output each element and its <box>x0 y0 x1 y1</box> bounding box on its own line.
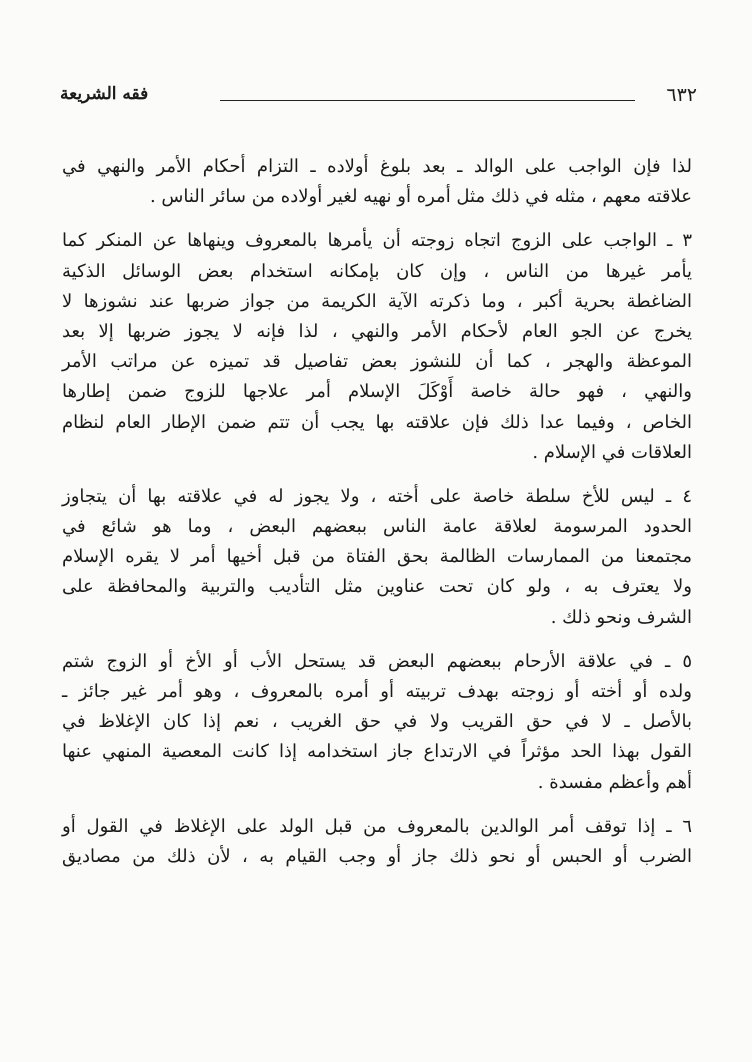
paragraph <box>62 152 692 212</box>
page-header <box>60 84 697 112</box>
text-line: ٤ ـ ليس للأخ سلطة خاصة على أخته ، ولا يجوز له في علاقته بها أن يتجاوز <box>62 485 692 507</box>
paragraph <box>62 647 692 798</box>
text-line: مجتمعنا من الممارسات الظالمة بحق الفتاة من قبل أخيها أمر لا يقره الإسلام <box>62 546 692 568</box>
text-line: لذا فإن الواجب على الوالد ـ بعد بلوغ أولاده ـ التزام أحكام الأمر والنهي في <box>62 156 692 177</box>
header-rule <box>220 100 635 101</box>
text-line: ٥ ـ في علاقة الأرحام ببعضهم البعض قد يستحل الأب أو الأخ أو الزوج شتم <box>62 650 692 672</box>
text-line: العلاقات في الإسلام . <box>532 441 692 463</box>
text-line: علاقته معهم ، مثله في ذلك مثل أمره أو نهيه لغير أولاده من سائر الناس . <box>149 186 692 208</box>
text-line: ٦ ـ إذا توقف أمر الوالدين بالمعروف من قبل الولد على الإغلاظ في القول أو <box>62 815 692 837</box>
text-line: والنهي ، فهو حالة خاصة أَوْكَلَ الإسلام أمر علاجها للزوج ضمن إطارها <box>62 381 692 403</box>
text-line: الضاغطة بحرية أكبر ، وما ذكرته الآية الكريمة من جواز ضربها عند نشوزها لا <box>62 290 692 312</box>
text-line: الضرب أو الحبس أو نحو ذلك جاز أو وجب القيام به ، لأن ذلك من مصاديق <box>62 845 692 867</box>
text-line: القول بهذا الحد مؤثراً في الارتداع جاز استخدامه إذا كانت المعصية المنهي عنها <box>62 741 692 763</box>
text-line: أهم وأعظم مفسدة . <box>537 771 692 793</box>
page-number: ٦٣٢ <box>666 84 697 106</box>
text-line: الشرف ونحو ذلك . <box>550 606 692 628</box>
text-line: يأمر غيرها من الناس ، وإن كان بإمكانه استخدام بعض الوسائل الذكية <box>62 260 692 282</box>
text-line: يخرج عن الجو العام لأحكام الأمر والنهي ، لذا فإنه لا يجوز ضربها إلا بعد <box>62 320 692 342</box>
text-line: الحدود المرسومة لعلاقة عامة الناس ببعضهم البعض ، وما هو شائع في <box>62 516 692 538</box>
text-line: الموعظة والهجر ، كما أن للنشوز بعض تفاصيل قد تميزه عن مراتب الأمر <box>62 351 692 373</box>
text-line: ولا يعترف به ، ولو كان تحت عناوين مثل التأديب والتربية والمحافظة على <box>62 576 692 598</box>
text-line: ولده أو أخته أو زوجته بهدف تربيته أو أمره بالمعروف ، وهو أمر غير جائز ـ <box>62 681 692 702</box>
text-line: الخاص ، وفيما عدا ذلك فإن علاقته بها يجب أن تتم ضمن الإطار العام لنظام <box>62 411 692 433</box>
paragraph <box>62 226 692 468</box>
body-text <box>62 152 692 886</box>
paragraph <box>62 812 692 872</box>
text-line: بالأصل ـ لا في حق القريب ولا في حق الغريب ، نعم إذا كان الإغلاظ في <box>62 711 692 733</box>
running-title: فقه الشريعة <box>60 84 149 104</box>
text-line: ٣ ـ الواجب على الزوج اتجاه زوجته أن يأمرها بالمعروف وينهاها عن المنكر كما <box>62 230 692 252</box>
paragraph <box>62 482 692 633</box>
